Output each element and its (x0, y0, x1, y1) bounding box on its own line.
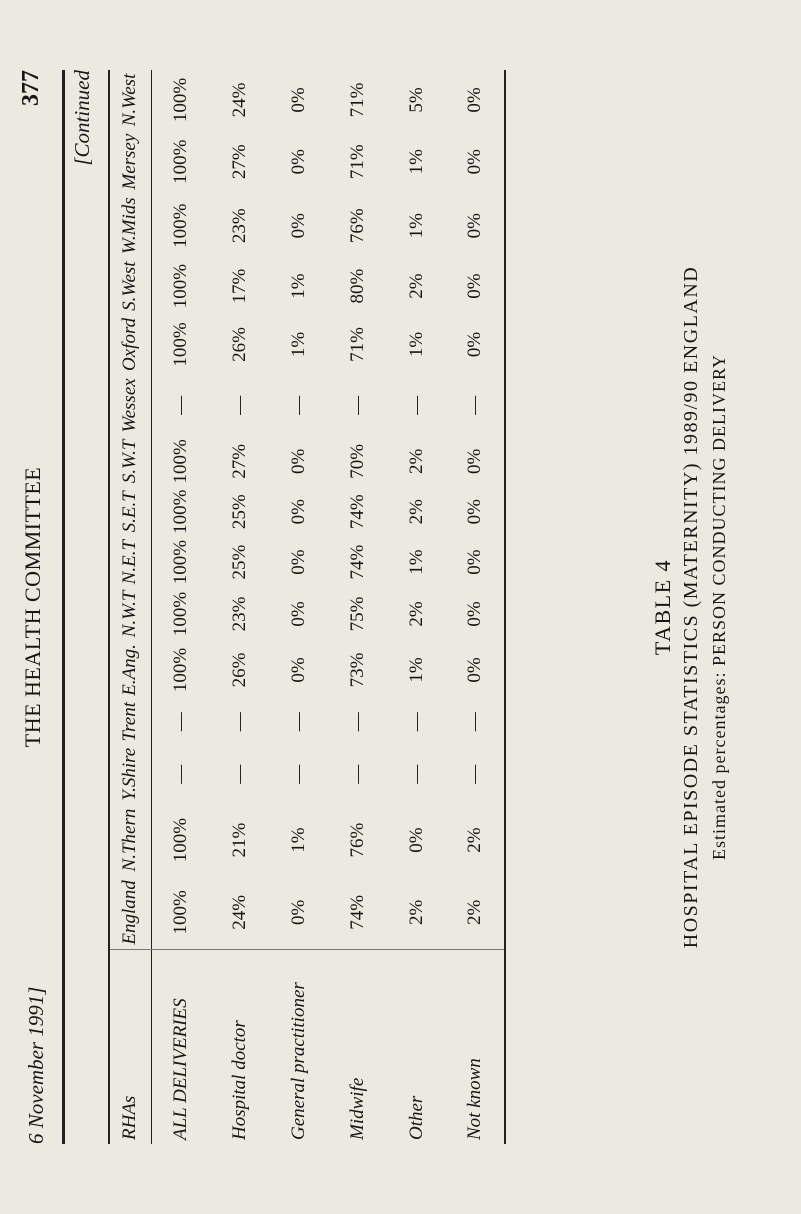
table-cell: 0% (287, 87, 309, 113)
table-cell: 1% (405, 149, 427, 175)
table-cell: 2% (405, 273, 427, 299)
table-cell: 0% (287, 601, 309, 627)
row-label: Hospital doctor (228, 1020, 250, 1140)
table-cell: 1% (405, 657, 427, 683)
table-cell: 1% (287, 331, 309, 358)
table-number: TABLE 4 (650, 558, 675, 656)
column-header: W.Mids (119, 197, 141, 255)
table-row (151, 70, 210, 1144)
column-header: Trent (119, 702, 141, 742)
table-cell: 0% (464, 499, 485, 525)
column-header: N.E.T (119, 539, 141, 585)
table-row (269, 70, 328, 1144)
date: 6 November 1991] (24, 986, 48, 1144)
table-cell: 0% (269, 876, 328, 950)
table-cell: 74% (346, 494, 368, 530)
table-header-row (109, 70, 151, 1144)
column-header: S.W.T (119, 439, 141, 484)
table-cell: 23% (228, 208, 250, 244)
table-row (446, 70, 505, 1144)
table-cell: — (228, 712, 250, 732)
table-cell: 100% (151, 876, 210, 950)
table-cell: 0% (464, 657, 485, 683)
table-cell: 100% (169, 817, 191, 863)
table-cell: 1% (287, 273, 309, 299)
table-cell: 2% (405, 601, 427, 627)
table-cell: — (405, 712, 427, 732)
table-cell: 0% (464, 87, 485, 113)
table-cell: — (405, 395, 427, 415)
table-cell: 27% (228, 144, 250, 180)
table-cell: 1% (287, 827, 309, 853)
table-cell: 0% (405, 827, 427, 853)
table-cell: 24% (210, 876, 269, 950)
row-label: Other (405, 1095, 427, 1140)
statistics-table (108, 70, 506, 1144)
table-cell: 0% (464, 149, 485, 175)
column-header: N.W.T (119, 590, 141, 638)
table-cell: — (169, 712, 191, 732)
table-cell: 74% (346, 544, 368, 580)
table-cell: 71% (346, 144, 368, 180)
table-cell: 0% (287, 448, 309, 475)
table-cell: 1% (405, 213, 427, 239)
row-label: Not known (464, 1058, 485, 1140)
table-title: HOSPITAL EPISODE STATISTICS (MATERNITY) 1989/90 ENGLAND (680, 265, 702, 949)
column-header: S.E.T (119, 491, 141, 533)
table-cell: 100% (169, 489, 191, 534)
table-cell: 100% (169, 203, 191, 248)
table-cell: 24% (228, 82, 250, 118)
table-cell: 71% (346, 82, 368, 118)
table-cell: 74% (328, 876, 387, 950)
table-cell: 0% (464, 448, 485, 475)
table-cell: 71% (346, 327, 368, 362)
table-cell: — (228, 764, 250, 784)
page-number: 377 (18, 70, 44, 106)
table-cell: 100% (169, 263, 191, 309)
header-rule (62, 70, 65, 1144)
column-header: N.Thern (119, 808, 141, 872)
table-cell: — (405, 764, 427, 784)
table-cell: 27% (228, 443, 250, 479)
table-row (387, 70, 446, 1144)
table-cell: — (464, 395, 485, 415)
column-header: RHAs (119, 1095, 141, 1140)
table-subtitle: Estimated percentages: PERSON CONDUCTING DELIVERY (709, 354, 729, 860)
table-cell: 100% (169, 647, 191, 693)
column-header: Wessex (119, 378, 141, 433)
table-cell: 76% (346, 208, 368, 244)
table-cell: 26% (228, 652, 250, 688)
table-cell: 0% (287, 213, 309, 239)
table-cell: 100% (169, 539, 191, 585)
table-cell: 0% (287, 549, 309, 575)
table-cell: 0% (464, 273, 485, 299)
table-cell: 100% (169, 591, 191, 637)
committee-name: THE HEALTH COMMITTEE (20, 466, 45, 748)
table-cell: — (346, 712, 368, 732)
table-cell: — (287, 395, 309, 415)
table-cell: 5% (405, 87, 427, 113)
table-title-block (650, 120, 730, 1094)
table-cell: 0% (464, 601, 485, 627)
table-cell: — (169, 395, 191, 415)
table-cell: 23% (228, 596, 250, 632)
table-cell: — (228, 395, 250, 415)
table-row (328, 70, 387, 1144)
row-label: ALL DELIVERIES (169, 998, 191, 1140)
row-label: Midwife (346, 1077, 368, 1140)
column-header: England (109, 876, 151, 950)
table-cell: — (464, 712, 485, 732)
table-cell: 0% (287, 149, 309, 175)
table-cell: 76% (346, 822, 368, 858)
table-cell: 2% (387, 876, 446, 950)
column-header: N.West (119, 73, 141, 127)
table-cell: — (464, 764, 485, 784)
table-cell: 70% (346, 443, 368, 479)
column-header: Y.Shire (119, 747, 141, 801)
table-cell: 0% (287, 499, 309, 525)
table-cell: 0% (464, 213, 485, 239)
continued-note: [Continued (70, 70, 94, 166)
table-cell: — (287, 712, 309, 732)
table-cell: 25% (228, 544, 250, 580)
table-cell: 73% (346, 652, 368, 688)
table-cell: 0% (287, 657, 309, 683)
table-cell: 2% (405, 448, 427, 475)
table-cell: — (287, 764, 309, 784)
table-cell: 100% (169, 77, 191, 123)
table-cell: 0% (464, 549, 485, 575)
table-cell: — (346, 395, 368, 415)
column-header: E.Ang. (119, 644, 141, 696)
table-cell: 100% (169, 322, 191, 367)
table-cell: 17% (228, 268, 250, 304)
table-body (151, 70, 505, 1144)
table-cell: 100% (169, 439, 191, 484)
table-cell: 80% (346, 268, 368, 304)
table-cell: 25% (228, 494, 250, 530)
row-label: General practitioner (287, 982, 309, 1140)
running-head (14, 70, 54, 1144)
table-cell: 75% (346, 596, 368, 632)
table-cell: 26% (228, 327, 250, 362)
table-cell: 1% (405, 549, 427, 575)
table-cell: 0% (464, 331, 485, 358)
column-header: S.West (119, 261, 141, 311)
table-cell: 100% (169, 139, 191, 184)
table-cell: 2% (464, 827, 485, 853)
table-row (210, 70, 269, 1144)
table-cell: 21% (228, 822, 250, 858)
table-cell: 1% (405, 331, 427, 358)
column-header: Oxford (119, 317, 141, 371)
column-header: Mersey (119, 133, 141, 190)
table-cell: 2% (446, 876, 505, 950)
table-cell: — (169, 764, 191, 784)
table-cell: 2% (405, 499, 427, 525)
table-cell: — (346, 764, 368, 784)
